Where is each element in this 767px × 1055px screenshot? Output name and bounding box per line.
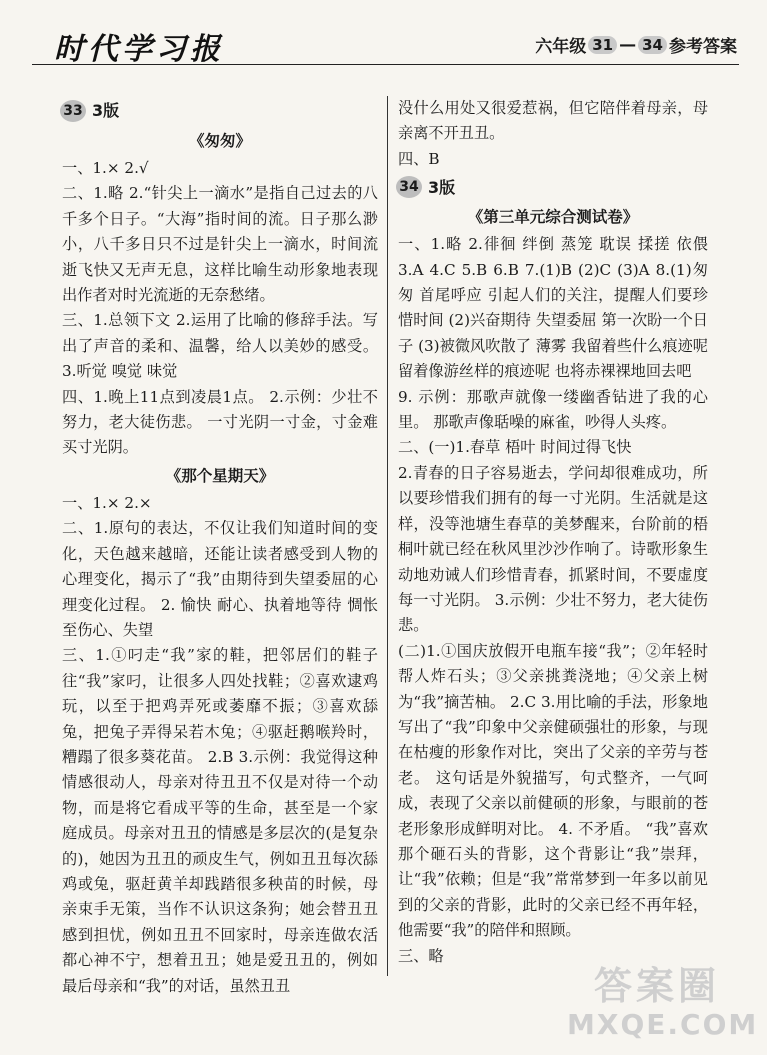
header-answer-range	[535, 32, 737, 57]
answer-paragraph: 一、1.略 2.徘徊 绊倒 蒸笼 耽误 揉搓 依偎 3.A 4.C 5.B 6.B 7.(1)B (2)C (3)A 8.(1)匆匆 首尾呼应 引起人们的关注，提醒人们要珍惜时间 (2)兴奋期待 失望委屈 第一次盼一个日子 (3)被微风吹散了 薄雾 我留着些什么痕迹呢 留着像游丝样的痕迹呢 也将赤裸裸地回去吧	[398, 235, 708, 381]
answer-paragraph: 二、(一)1.春草 梧叶 时间过得飞快	[398, 438, 632, 457]
answer-paragraph: 二、1.略 2.“针尖上一滴水”是指自己过去的八千多个日子。“大海”指时间的流。日子那么渺小，八千多日只不过是针尖上一滴水，时间流逝飞快又无声无息，这样比喻生动形象地表现出作者对时光流逝的无奈愁绪。	[62, 184, 378, 305]
grade-label: 六年级	[535, 37, 587, 57]
article-title: 《匆匆》	[188, 132, 251, 150]
range-dash: —	[619, 34, 637, 55]
answers-label: 参考答案	[669, 37, 737, 57]
answer-paragraph: 三、1.①叼走“我”家的鞋，把邻居们的鞋子往“我”家叼，让很多人四处找鞋；②喜欢逮鸡玩，以至于把鸡弄死或萎靡不振；③喜欢舔兔，把兔子弄得呆若木兔；④驱赶鹅喉羚时，糟蹋了很多葵花苗。 2.B 3.示例：我觉得这种情感很动人，母亲对待丑丑不仅是对待一个动物，而是将它看成平等的生命，甚至是一个家庭成员。母亲对丑丑的情感是多层次的(是复杂的)，她因为丑丑的顽皮生气，例如丑丑每次舔鸡或兔，驱赶黄羊却践踏很多秧苗的时候，母亲束手无策，当作不认识这条狗；她会替丑丑感到担忧，例如丑丑不回家时，母亲连做农活都心神不宁，想着丑丑；她是爱丑丑的，例如最后母亲和“我”的对话，虽然丑丑	[62, 646, 378, 995]
answer-paragraph: 一、1.× 2.×	[62, 493, 152, 512]
section-34-heading	[396, 174, 708, 200]
answer-paragraph: 一、1.× 2.√	[62, 159, 149, 177]
answer-paragraph: 四、B	[398, 149, 440, 168]
left-column	[62, 96, 378, 999]
right-column	[398, 96, 708, 969]
answer-paragraph: 四、1.晚上11点到凌晨1点。 2.示例：少壮不努力，老大徒伤悲。 一寸光阴一寸金，寸金难买寸光阴。	[62, 387, 378, 457]
section-33-heading	[60, 98, 378, 124]
issue-number-badge: 33	[60, 100, 86, 122]
page-version-label: 3版	[92, 101, 120, 121]
watermark-logo-text: 答案圈	[593, 964, 720, 1008]
answer-paragraph: 2.青春的日子容易逝去，学问却很难成功，所以要珍惜我们拥有的每一寸光阴。生活就是这样，没等池塘生春草的美梦醒来，台阶前的梧桐叶就已经在秋风里沙沙作响了。诗歌形象生动地劝诫人们珍惜青春，抓紧时间，不要虚度每一寸光阴。 3.示例：少壮不努力，老大徒伤悲。	[398, 463, 708, 635]
answer-paragraph: 三、1.总领下文 2.运用了比喻的修辞手法。写出了声音的柔和、温馨，给人以美妙的感受。 3.听觉 嗅觉 味觉	[62, 311, 378, 381]
newspaper-logo: 时代学习报	[54, 32, 224, 67]
article-title: 《第三单元综合测试卷》	[467, 208, 639, 227]
column-divider	[387, 96, 388, 976]
watermark-url: MXQE.COM	[567, 1008, 759, 1041]
answer-paragraph: 9. 示例：那歌声就像一缕幽香钻进了我的心里。 那歌声像聒噪的麻雀，吵得人头疼。	[398, 387, 708, 432]
answer-paragraph: 三、略	[398, 946, 444, 965]
issue-number-badge: 34	[396, 176, 422, 198]
issue-to-badge: 34	[638, 36, 667, 54]
issue-from-badge: 31	[588, 36, 617, 54]
article-title: 《那个星期天》	[165, 466, 275, 485]
page-header	[32, 22, 739, 65]
site-watermark	[567, 963, 759, 1047]
page-version-label: 3版	[428, 177, 456, 197]
answer-paragraph: 没什么用处又很爱惹祸，但它陪伴着母亲，母亲离不开丑丑。	[398, 99, 708, 143]
answer-paragraph: 二、1.原句的表达，不仅让我们知道时间的变化，天色越来越暗，还能让读者感受到人物的心理变化，揭示了“我”由期待到失望委屈的心理变化过程。 2. 愉快 耐心、执着地等待 惆怅至伤心、失望	[62, 519, 378, 639]
answer-paragraph: (二)1.①国庆放假开电瓶车接“我”；②年轻时帮人炸石头；③父亲挑粪浇地；④父亲上树为“我”摘苦柚。 2.C 3.用比喻的手法，形象地写出了“我”印象中父亲健硕强壮的形象，与现在枯瘦的形象作对比，突出了父亲的辛劳与苍老。 这句话是外貌描写，句式整齐，一气呵成，表现了父亲以前健硕的形象，与眼前的苍老形象形成鲜明对比。 4. 不矛盾。 “我”喜欢那个砸石头的背影，这个背影让“我”崇拜，让“我”依赖；但是“我”常常梦到一年多以前见到的父亲的背影，此时的父亲已经不再年轻，他需要“我”的陪伴和照顾。	[398, 641, 708, 940]
